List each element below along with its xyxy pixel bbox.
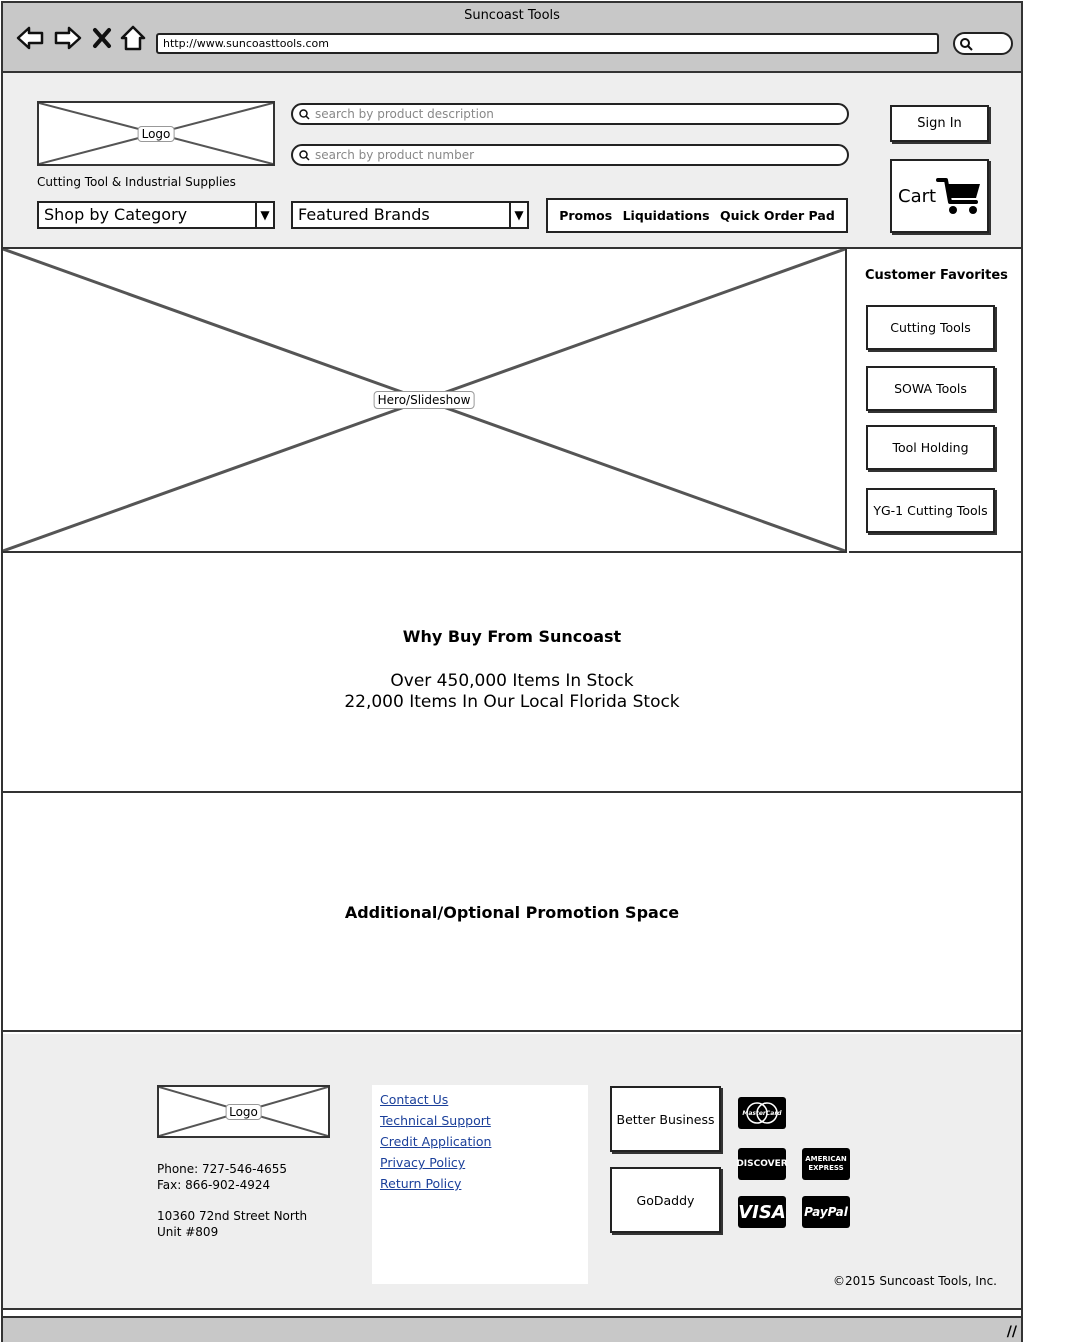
- stop-icon[interactable]: [91, 23, 113, 53]
- discover-icon: DISCOVER: [738, 1148, 786, 1180]
- featured-brands-label: Featured Brands: [298, 205, 430, 224]
- link-contact-us[interactable]: Contact Us: [380, 1092, 449, 1107]
- nav-liquidations[interactable]: Liquidations: [622, 208, 710, 223]
- footer-fax: Fax: 866-902-4924: [157, 1178, 271, 1192]
- shop-by-category-label: Shop by Category: [44, 205, 188, 224]
- search-icon: [299, 150, 310, 161]
- cart-label: Cart: [898, 186, 937, 207]
- cart-button[interactable]: [890, 159, 989, 233]
- search-icon: [299, 109, 310, 120]
- link-credit-application[interactable]: Credit Application: [380, 1134, 492, 1149]
- mastercard-icon: [738, 1097, 786, 1129]
- why-title: Why Buy From Suncoast: [402, 627, 622, 646]
- browser-toolbar: [3, 3, 1021, 73]
- search-icon: [959, 37, 973, 51]
- browser-search-box[interactable]: [953, 32, 1013, 55]
- tagline: Cutting Tool & Industrial Supplies: [37, 175, 236, 189]
- search-number-input[interactable]: [291, 144, 849, 166]
- customer-favorites: [849, 249, 1021, 553]
- window-title: Suncoast Tools: [464, 8, 560, 23]
- amex-icon: AMERICAN EXPRESS: [802, 1148, 850, 1180]
- hero-slideshow[interactable]: [3, 249, 847, 553]
- forward-arrow-icon[interactable]: [53, 23, 83, 53]
- godaddy-badge[interactable]: GoDaddy: [610, 1167, 721, 1233]
- mastercard-logo: [742, 1101, 782, 1125]
- back-arrow-icon[interactable]: [15, 23, 45, 53]
- link-return-policy[interactable]: Return Policy: [380, 1176, 462, 1191]
- favorite-cutting-tools-button[interactable]: Cutting Tools: [866, 305, 995, 350]
- link-privacy-policy[interactable]: Privacy Policy: [380, 1155, 466, 1170]
- footer-address-line2: Unit #809: [157, 1225, 219, 1239]
- resize-grip-icon[interactable]: //: [1006, 1324, 1017, 1340]
- address-bar[interactable]: http://www.suncoasttools.com: [156, 33, 939, 54]
- why-buy-section: [3, 555, 1021, 793]
- favorite-yg1-cutting-tools-button[interactable]: YG-1 Cutting Tools: [866, 488, 995, 533]
- why-line-1: Over 450,000 Items In Stock: [390, 671, 634, 691]
- promotion-text: Additional/Optional Promotion Space: [344, 903, 680, 922]
- why-line-2: 22,000 Items In Our Local Florida Stock: [344, 692, 680, 712]
- browser-window: [1, 1, 1023, 1342]
- visa-icon: VISA: [738, 1196, 786, 1228]
- paypal-icon: PayPal: [802, 1196, 850, 1228]
- footer-address-line1: 10360 72nd Street North: [157, 1209, 308, 1223]
- featured-brands-dropdown[interactable]: [291, 201, 529, 229]
- nav-promos[interactable]: Promos: [559, 208, 613, 223]
- copyright: ©2015 Suncoast Tools, Inc.: [833, 1274, 997, 1288]
- footer-logo[interactable]: [157, 1085, 330, 1138]
- search-description-input[interactable]: [291, 103, 849, 125]
- hero-label: Hero/Slideshow: [374, 391, 475, 409]
- link-technical-support[interactable]: Technical Support: [380, 1113, 491, 1128]
- favorite-tool-holding-button[interactable]: Tool Holding: [866, 425, 995, 470]
- footer-phone: Phone: 727-546-4655: [157, 1162, 288, 1176]
- shop-by-category-dropdown[interactable]: [37, 201, 275, 229]
- chevron-down-icon: ▼: [509, 203, 527, 227]
- quick-nav: [546, 198, 848, 233]
- home-icon[interactable]: [118, 23, 148, 53]
- search-description-placeholder: search by product description: [315, 107, 494, 121]
- site-logo[interactable]: [37, 101, 275, 166]
- logo-label: Logo: [138, 126, 175, 142]
- favorite-sowa-tools-button[interactable]: SOWA Tools: [866, 366, 995, 411]
- mastercard-text: MasterCard: [742, 1110, 782, 1117]
- sign-in-button[interactable]: Sign In: [890, 105, 989, 142]
- chevron-down-icon: ▼: [255, 203, 273, 227]
- site-header: [3, 73, 1021, 249]
- footer-links: [372, 1085, 588, 1284]
- site-footer: [3, 1034, 1021, 1310]
- footer-logo-label: Logo: [225, 1104, 262, 1120]
- search-number-placeholder: search by product number: [315, 148, 475, 162]
- favorites-title: Customer Favorites: [865, 268, 1008, 283]
- browser-status-bar: [3, 1316, 1021, 1342]
- better-business-badge[interactable]: Better Business: [610, 1086, 721, 1152]
- promotion-section: [3, 795, 1021, 1032]
- nav-quick-order-pad[interactable]: Quick Order Pad: [719, 208, 835, 223]
- cart-icon: [936, 176, 982, 218]
